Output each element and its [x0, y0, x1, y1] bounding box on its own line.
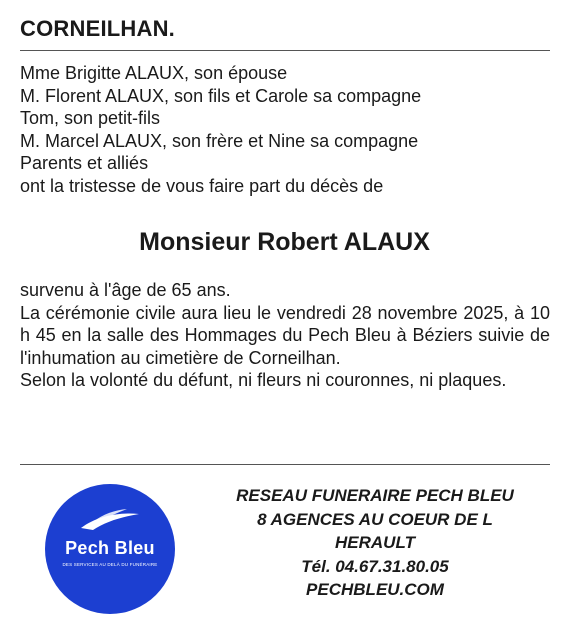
family-line: M. Florent ALAUX, son fils et Carole sa compagne: [20, 85, 422, 106]
bottom-divider: [20, 464, 550, 465]
deceased-name: Monsieur Robert ALAUX: [139, 228, 430, 256]
town-heading: CORNEILHAN.: [20, 16, 175, 41]
family-line: ont la tristesse de vous faire part du décès de: [20, 175, 384, 196]
logo-tagline: DES SERVICES AU DELÀ DU FUNÉRAIRE: [62, 562, 158, 567]
phone-number: Tél. 04.67.31.80.05: [301, 556, 449, 576]
family-line: Mme Brigitte ALAUX, son épouse: [20, 63, 288, 83]
contact-line: 8 AGENCES AU COEUR DE L: [257, 509, 493, 529]
age-paragraph: survenu à l'âge de 65 ans.: [20, 280, 231, 300]
ceremony-paragraph: La cérémonie civile aura lieu le vendredi 28 novembre 2025, à 10 h 45 en la salle des Hommages du Pech Bleu à Béziers suivie de l'inhumation au cimetière de Corneilhan.: [20, 302, 550, 368]
contact-line: HERAULT: [335, 533, 415, 552]
family-list: [20, 62, 550, 197]
website: PECHBLEU.COM: [306, 580, 444, 599]
wishes-paragraph: Selon la volonté du défunt, ni fleurs ni couronnes, ni plaques.: [20, 370, 507, 390]
top-divider: [20, 50, 550, 51]
bird-swoosh-icon: [75, 508, 145, 534]
family-line: Tom, son petit-fils: [20, 108, 161, 128]
funeral-home-contact: [215, 484, 535, 602]
ceremony-details: [20, 279, 550, 392]
family-line: M. Marcel ALAUX, son frère et Nine sa compagne: [20, 130, 419, 151]
logo-name: Pech Bleu: [65, 538, 155, 558]
pech-bleu-logo: [45, 484, 175, 614]
family-line: Parents et alliés: [20, 153, 149, 173]
contact-line: RESEAU FUNERAIRE PECH BLEU: [236, 486, 514, 505]
